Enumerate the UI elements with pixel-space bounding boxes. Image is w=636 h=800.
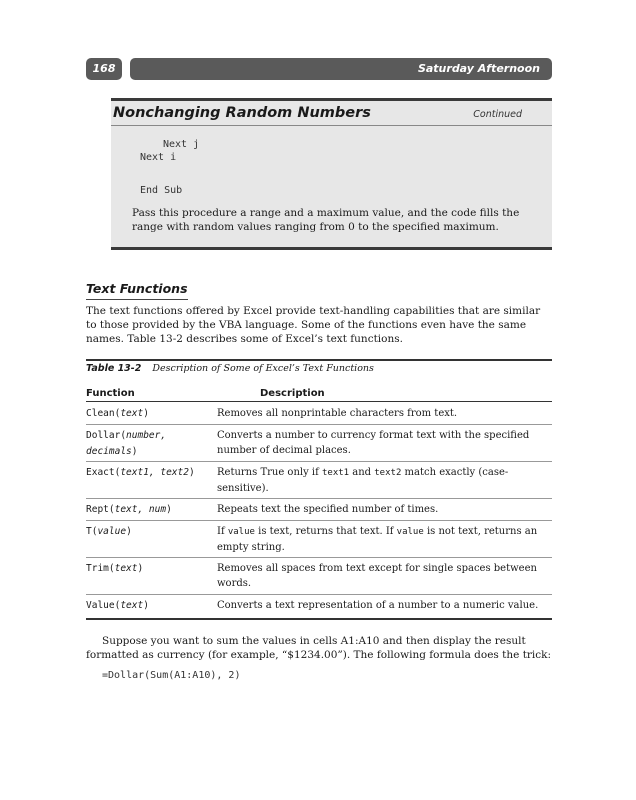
description-cell: Returns True only if text1 and text2 match exactly (case-sensitive). bbox=[217, 467, 509, 494]
function-cell: Rept(text, num) bbox=[86, 504, 172, 515]
code-line: Next i bbox=[140, 152, 177, 163]
function-cell: T(value) bbox=[86, 526, 132, 537]
table-row bbox=[86, 402, 552, 425]
function-cell: Clean(text) bbox=[86, 408, 149, 419]
table-row bbox=[86, 557, 552, 595]
column-header-function: Function bbox=[86, 388, 135, 399]
description-cell: If value is text, returns that text. If value is not text, returns an empty string. bbox=[217, 526, 538, 553]
sidebar-continued-label: Continued bbox=[473, 109, 522, 120]
table-label: Table 13-2 bbox=[86, 363, 142, 374]
table-row bbox=[86, 498, 552, 521]
description-cell: Removes all nonprintable characters from text. bbox=[217, 408, 458, 419]
function-cell: Trim(text) bbox=[86, 563, 144, 574]
code-line: End Sub bbox=[140, 185, 183, 196]
description-cell: Converts a text representation of a number to a numeric value. bbox=[217, 600, 539, 611]
sidebar-title-rule bbox=[111, 125, 552, 126]
closing-paragraph: Suppose you want to sum the values in cells A1:A10 and then display the result formatted as currency (for example, “$1234.00”). The following formula does the trick: bbox=[86, 635, 552, 661]
running-header bbox=[86, 58, 552, 80]
function-cell: Exact(text1, text2) bbox=[86, 467, 195, 478]
description-cell: Converts a number to currency format text with the specified number of decimal places. bbox=[217, 430, 530, 456]
function-cell: Dollar(number, decimals) bbox=[86, 430, 167, 457]
table-caption-text: Description of Some of Excel’s Text Functions bbox=[152, 363, 374, 374]
table-row bbox=[86, 424, 552, 462]
page-number: 168 bbox=[86, 58, 122, 80]
description-cell: Removes all spaces from text except for single spaces between words. bbox=[217, 563, 537, 589]
intro-paragraph: The text functions offered by Excel provide text-handling capabilities that are similar to those provided by the VBA language. Some of the functions even have the same names. Table 13-2 describes some of Excel’s text functions. bbox=[86, 305, 541, 345]
formula-example: =Dollar(Sum(A1:A10), 2) bbox=[102, 670, 241, 681]
table-row bbox=[86, 461, 552, 499]
table-row bbox=[86, 520, 552, 558]
description-cell: Repeats text the specified number of times. bbox=[217, 504, 439, 515]
section-title: Saturday Afternoon bbox=[130, 58, 552, 80]
table-top-rule bbox=[86, 359, 552, 361]
table-row bbox=[86, 594, 552, 620]
table-caption bbox=[86, 363, 374, 374]
column-header-description: Description bbox=[260, 388, 325, 399]
code-line: Next j bbox=[163, 139, 200, 150]
section-heading: Text Functions bbox=[86, 281, 188, 300]
function-cell: Value(text) bbox=[86, 600, 149, 611]
sidebar-box bbox=[111, 98, 552, 250]
sidebar-paragraph: Pass this procedure a range and a maximum value, and the code fills the range with random values ranging from 0 to the specified maximum. bbox=[132, 207, 520, 233]
sidebar-title: Nonchanging Random Numbers bbox=[113, 105, 371, 121]
